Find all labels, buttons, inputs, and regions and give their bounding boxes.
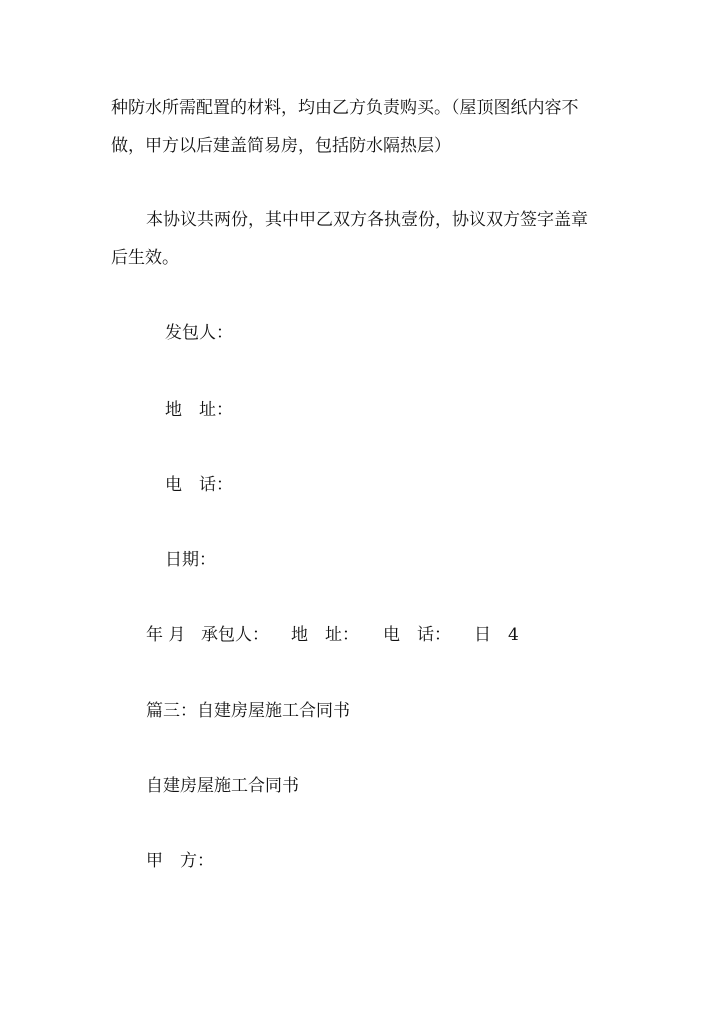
- contractor-label: 承包人：: [201, 625, 269, 645]
- address-label: 地 址：: [165, 400, 233, 420]
- party-a-label: 甲 方：: [146, 851, 214, 871]
- page-number: 4: [508, 625, 519, 645]
- document-title: 自建房屋施工合同书: [146, 776, 299, 796]
- year-month-label: 年 月: [146, 625, 186, 645]
- day-label: 日: [474, 625, 491, 645]
- paragraph-1-line-2: 做，甲方以后建盖简易房，包括防水隔热层）: [111, 136, 451, 156]
- paragraph-2-line-2: 后生效。: [111, 248, 179, 268]
- paragraph-1-line-1: 种防水所需配置的材料，均由乙方负责购买。（屋顶图纸内容不: [111, 98, 579, 118]
- contractor-row: [0, 625, 720, 645]
- contractor-phone-label: 电 话：: [383, 625, 451, 645]
- date-label: 日期：: [165, 550, 216, 570]
- section-heading: 篇三：自建房屋施工合同书: [146, 701, 350, 721]
- contractor-address-label: 地 址：: [291, 625, 359, 645]
- issuer-label: 发包人：: [165, 323, 233, 343]
- paragraph-2-line-1: 本协议共两份，其中甲乙双方各执壹份，协议双方签字盖章: [146, 210, 588, 230]
- phone-label: 电 话：: [165, 475, 233, 495]
